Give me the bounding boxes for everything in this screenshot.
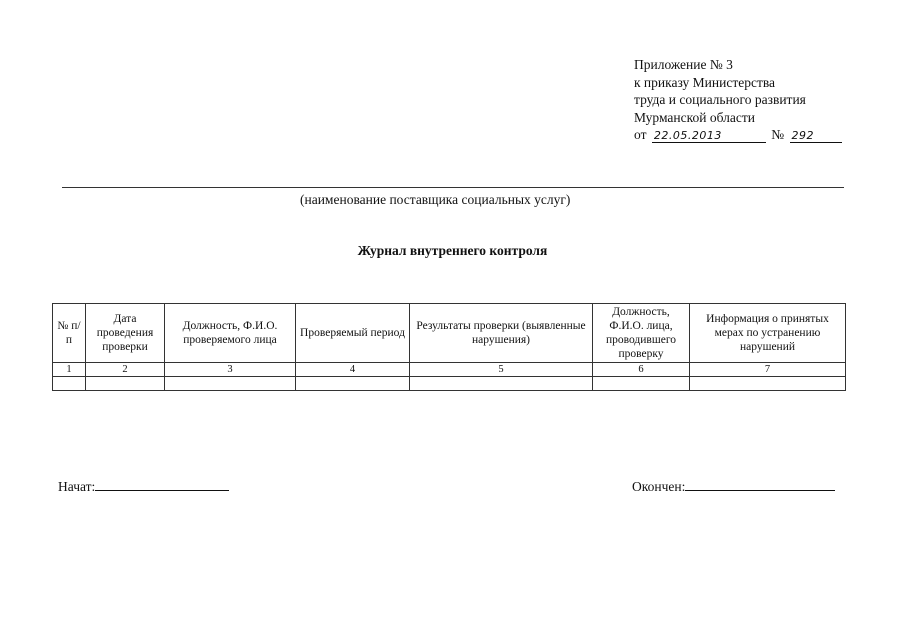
order-date: 22.05.2013 [652, 129, 766, 143]
started-blank-line [95, 478, 229, 491]
provider-caption: (наименование поставщика социальных услуг) [300, 192, 571, 207]
column-number: 3 [165, 363, 296, 377]
empty-cell [165, 377, 296, 391]
header-number: № п/п [53, 304, 86, 363]
column-number: 4 [296, 363, 410, 377]
header-inspector: Должность, Ф.И.О. лица, проводившего проверку [593, 304, 690, 363]
started-field [58, 478, 229, 495]
empty-cell [593, 377, 690, 391]
table-row [53, 377, 846, 391]
header-measures: Информация о принятых мерах по устранению нарушений [690, 304, 846, 363]
ended-blank-line [685, 478, 835, 491]
column-number: 1 [53, 363, 86, 377]
column-number-row [53, 363, 846, 377]
header-inspected-person: Должность, Ф.И.О. проверяемого лица [165, 304, 296, 363]
column-number: 6 [593, 363, 690, 377]
table-header-row [53, 304, 846, 363]
column-number: 5 [410, 363, 593, 377]
appendix-block [634, 56, 844, 144]
empty-cell [410, 377, 593, 391]
empty-cell [296, 377, 410, 391]
column-number: 7 [690, 363, 846, 377]
date-prefix: от [634, 127, 647, 142]
number-prefix: № [771, 127, 785, 142]
header-check-date: Дата проведения проверки [86, 304, 165, 363]
ended-field [632, 478, 835, 495]
header-period: Проверяемый период [296, 304, 410, 363]
started-label: Начат: [58, 479, 96, 494]
appendix-line-3: труда и социального развития [634, 92, 806, 107]
column-number: 2 [86, 363, 165, 377]
appendix-line-4: Мурманской области [634, 109, 755, 125]
journal-title: Журнал внутреннего контроля [357, 243, 548, 258]
order-date-line [634, 126, 844, 144]
empty-cell [690, 377, 846, 391]
order-number: 292 [790, 129, 842, 143]
appendix-line-2: к приказу Министерства [634, 74, 776, 90]
journal-table [52, 303, 846, 391]
appendix-line-1: Приложение № 3 [634, 57, 733, 72]
ended-label: Окончен: [632, 479, 686, 494]
empty-cell [86, 377, 165, 391]
empty-cell [53, 377, 86, 391]
header-results: Результаты проверки (выявленные нарушения) [410, 304, 593, 363]
provider-name-line [62, 187, 844, 188]
